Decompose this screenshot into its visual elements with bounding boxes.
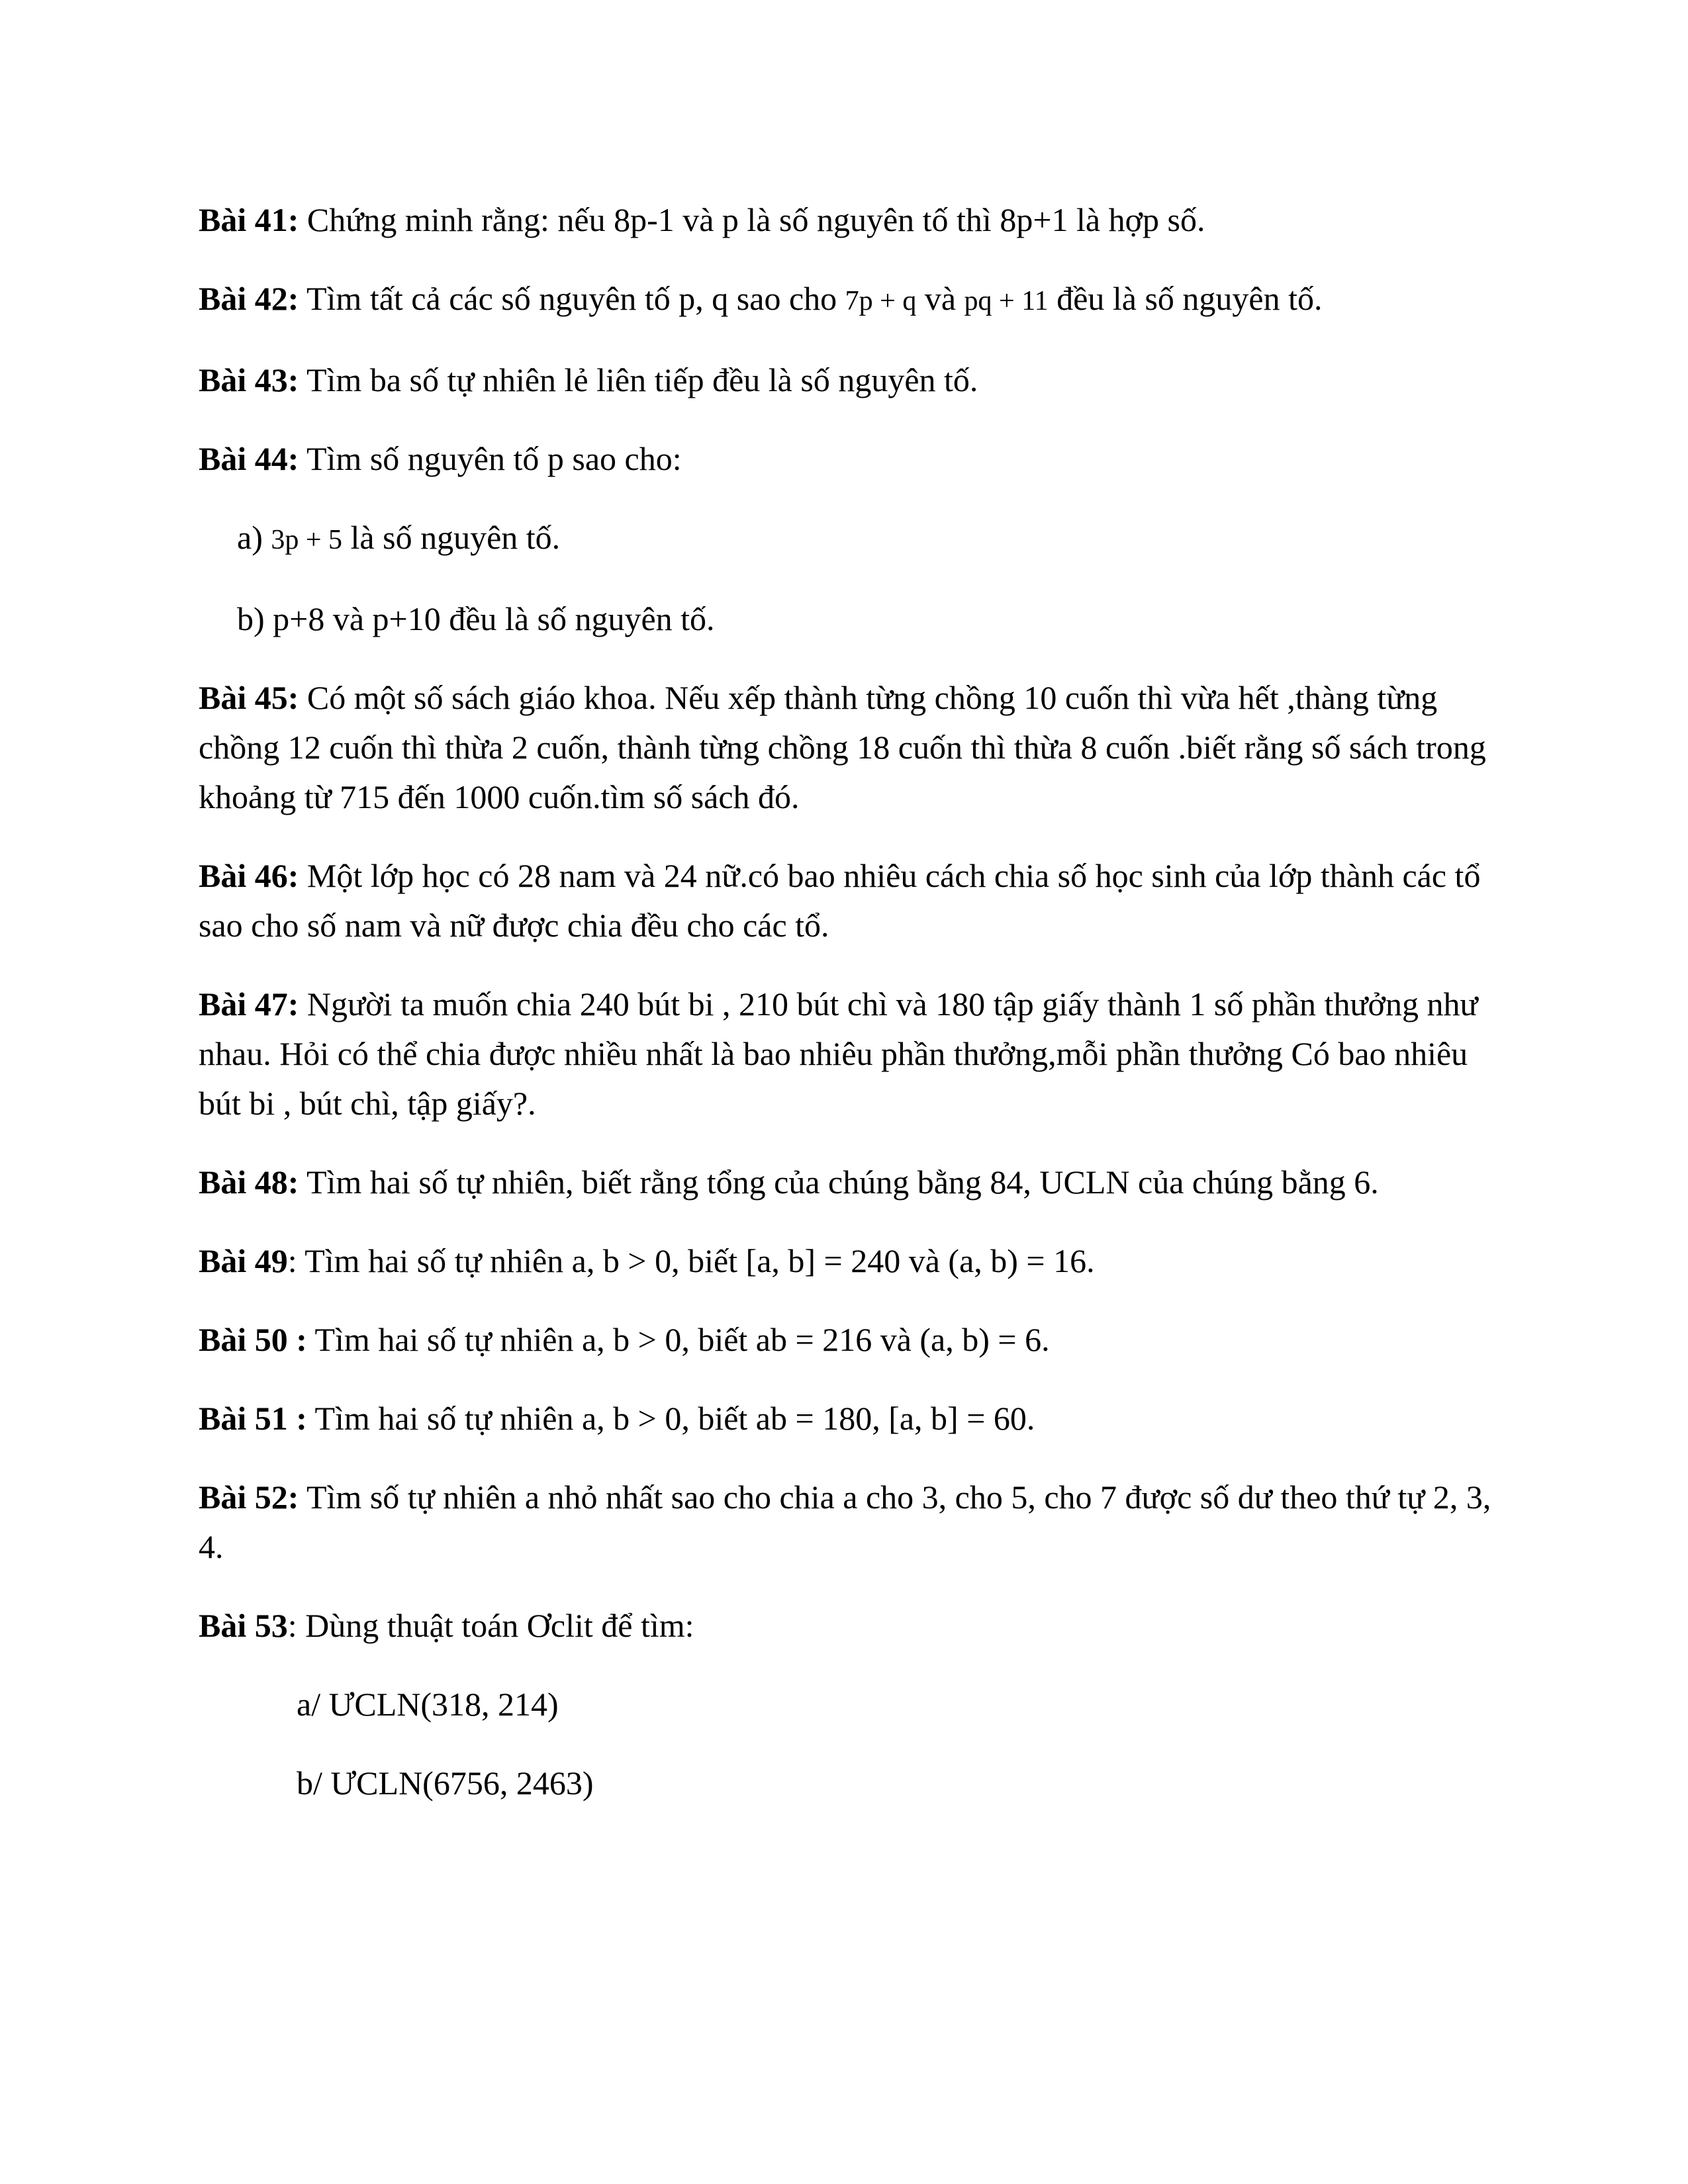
problem-50-label: Bài 50 : [199,1321,307,1358]
problem-44-part-b [199,594,1496,644]
problem-46 [199,851,1496,950]
problem-49-label: Bài 49 [199,1242,288,1279]
problem-51 [199,1394,1496,1443]
problem-43 [199,355,1496,405]
problem-45 [199,673,1496,822]
problem-47-text: Người ta muốn chia 240 bút bi , 210 bút chì và 180 tập giấy thành 1 số phần thưởng như nhau. Hỏi có thể chia được nhiều nhất là bao nhiêu phần thưởng,mỗi phần thưởng Có bao nhiêu bút bi , bút chì, tập giấy?. [199,985,1478,1122]
problem-53-part-a [199,1680,1496,1729]
problem-46-text: Một lớp học có 28 nam và 24 nữ.có bao nhiêu cách chia số học sinh của lớp thành các tổ sao cho số nam và nữ được chia đều cho các tổ. [199,857,1481,944]
problem-42-math-2: pq + 11 [964,286,1049,316]
problem-51-text: Tìm hai số tự nhiên a, b > 0, biết ab = 180, [a, b] = 60. [306,1400,1035,1437]
problem-43-text: Tìm ba số tự nhiên lẻ liên tiếp đều là số nguyên tố. [299,361,978,398]
problem-48-text: Tìm hai số tự nhiên, biết rằng tổng của chúng bằng 84, UCLN của chúng bằng 6. [299,1163,1379,1201]
problem-42-text-b: và [916,280,964,317]
problem-53-b-text: b/ ƯCLN(6756, 2463) [297,1764,594,1801]
problem-52 [199,1473,1496,1572]
problem-53-a-text: a/ ƯCLN(318, 214) [297,1686,559,1723]
problem-45-label: Bài 45: [199,679,299,716]
document-page [199,195,1496,1837]
problem-53-text: : Dùng thuật toán Ơclit để tìm: [287,1607,694,1644]
problem-41-text: Chứng minh rằng: nếu 8p-1 và p là số nguyên tố thì 8p+1 là hợp số. [299,201,1205,238]
problem-41-label: Bài 41: [199,201,299,238]
problem-52-label: Bài 52: [199,1479,299,1516]
problem-41 [199,195,1496,245]
problem-44-text: Tìm số nguyên tố p sao cho: [299,440,682,477]
problem-44 [199,434,1496,484]
problem-53-part-b [199,1758,1496,1808]
problem-42-label: Bài 42: [199,280,299,317]
problem-52-text: Tìm số tự nhiên a nhỏ nhất sao cho chia a cho 3, cho 5, cho 7 được số dư theo thứ tự 2, 3, 4. [199,1479,1491,1565]
problem-44-a-prefix: a) [237,519,271,556]
problem-44-b-text: b) p+8 và p+10 đều là số nguyên tố. [237,600,715,637]
problem-44-a-math: 3p + 5 [271,525,343,555]
problem-42-text-a: Tìm tất cả các số nguyên tố p, q sao cho [299,280,845,317]
problem-46-label: Bài 46: [199,857,299,894]
problem-42-math-1: 7p + q [845,286,917,316]
problem-42 [199,274,1496,326]
problem-49 [199,1236,1496,1286]
problem-44-part-a [199,513,1496,565]
problem-51-label: Bài 51 : [199,1400,307,1437]
problem-44-a-text: là số nguyên tố. [342,519,561,556]
problem-47 [199,979,1496,1128]
problem-47-label: Bài 47: [199,985,299,1023]
problem-42-text-c: đều là số nguyên tố. [1048,280,1323,317]
problem-45-text: Có một số sách giáo khoa. Nếu xếp thành từng chồng 10 cuốn thì vừa hết ,thàng từng chồng 12 cuốn thì thừa 2 cuốn, thành từng chồng 18 cuốn thì thừa 8 cuốn .biết rằng số sách trong khoảng từ 715 đến 1000 cuốn.tìm số sách đó. [199,679,1486,815]
problem-48 [199,1158,1496,1207]
problem-53 [199,1601,1496,1651]
problem-49-text: : Tìm hai số tự nhiên a, b > 0, biết [a, b] = 240 và (a, b) = 16. [287,1242,1095,1279]
problem-43-label: Bài 43: [199,361,299,398]
problem-48-label: Bài 48: [199,1163,299,1201]
problem-53-label: Bài 53 [199,1607,288,1644]
problem-50-text: Tìm hai số tự nhiên a, b > 0, biết ab = 216 và (a, b) = 6. [306,1321,1050,1358]
problem-44-label: Bài 44: [199,440,299,477]
problem-50 [199,1315,1496,1365]
